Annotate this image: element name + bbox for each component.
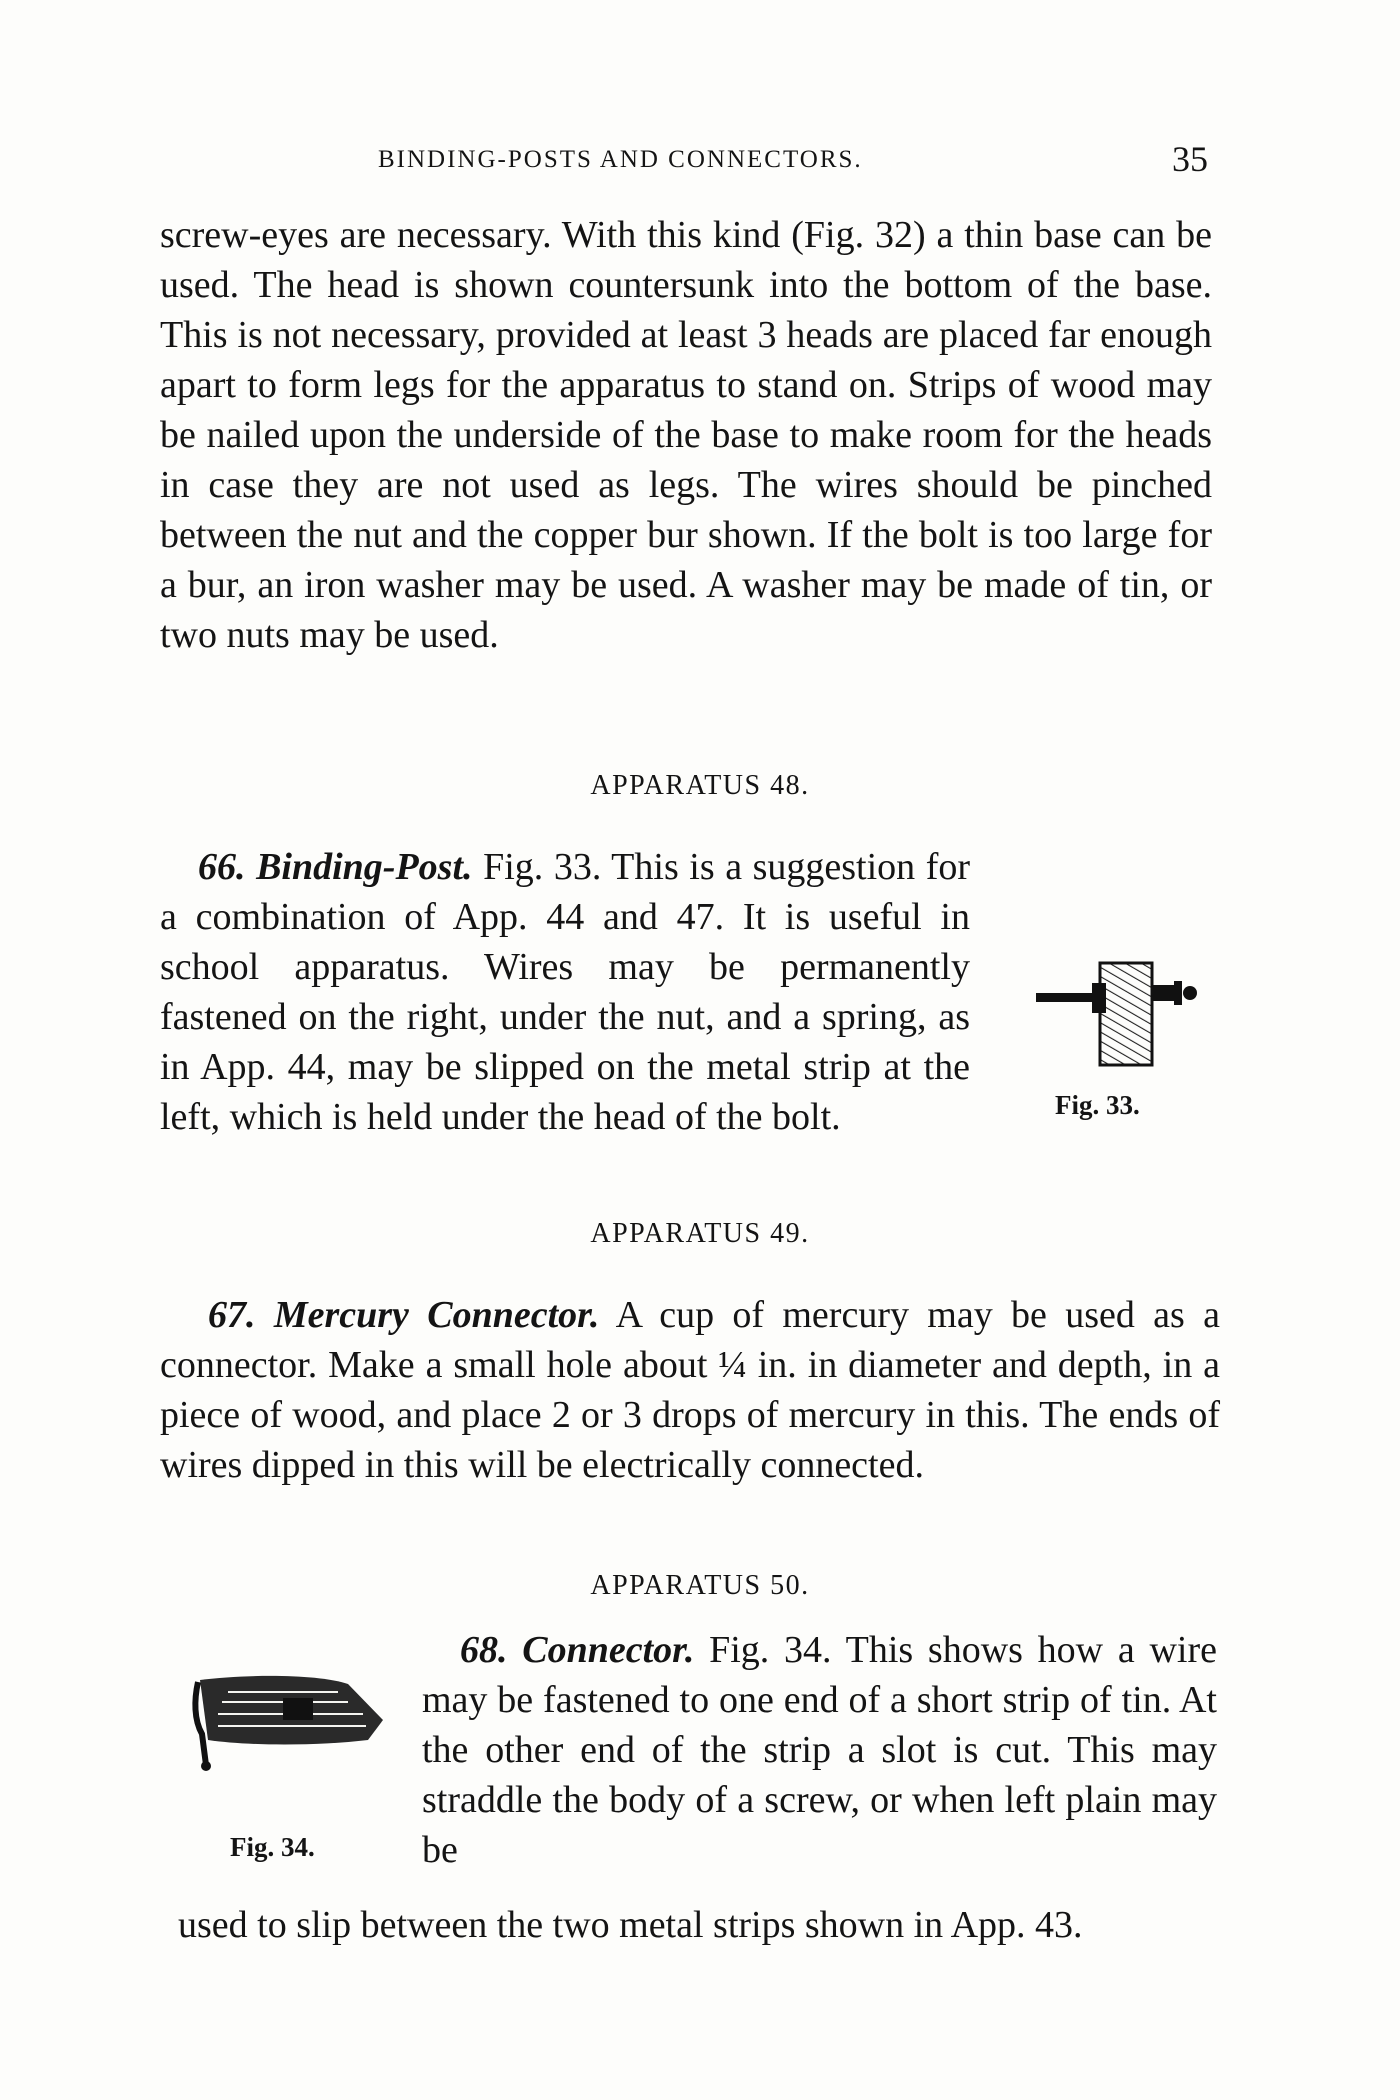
page-number: 35	[1172, 139, 1208, 179]
section-67-text	[160, 1290, 1220, 1490]
figure-34-connector	[188, 1670, 388, 1780]
section-68-text	[422, 1625, 1217, 1875]
paragraph-1	[160, 210, 1212, 660]
connector-illustration	[188, 1670, 388, 1780]
section-67-number: 67.	[208, 1294, 256, 1336]
section-66-text	[160, 842, 970, 1142]
running-head: BINDING-POSTS AND CONNECTORS.	[378, 146, 863, 173]
section-heading-apparatus-48: APPARATUS 48.	[590, 770, 810, 801]
section-heading-apparatus-50: APPARATUS 50.	[590, 1570, 810, 1601]
section-66-title: Binding-Post.	[256, 846, 473, 888]
section-66	[160, 842, 970, 1142]
section-68-number: 68.	[460, 1629, 508, 1671]
section-68	[422, 1625, 1217, 1875]
paragraph-1-text: screw-eyes are necessary. With this kind (Fig. 32) a thin base can be used. The head is shown countersunk into the bottom of the base. This is not necessary, provided at least 3 heads are placed far enough apart to form legs for the apparatus to stand on. Strips of wood may be nailed upon the underside of the base to make room for the heads in case they are not used as legs. The wires should be pinched between the nut and the copper bur shown. If the bolt is too large for a bur, an iron washer may be used. A washer may be made of tin, or two nuts may be used.	[160, 214, 1212, 656]
section-68-title: Connector.	[522, 1629, 695, 1671]
section-heading-apparatus-49: APPARATUS 49.	[590, 1218, 810, 1249]
section-66-number: 66.	[198, 846, 246, 888]
figure-34-caption: Fig. 34.	[230, 1832, 315, 1862]
page-header	[378, 138, 1208, 182]
section-67-title: Mercury Connector.	[273, 1294, 600, 1336]
binding-post-illustration	[1030, 955, 1210, 1070]
figure-33-binding-post	[1030, 955, 1210, 1070]
section-67	[160, 1290, 1220, 1490]
section-68-body: Fig. 34. This shows how a wire may be fastened to one end of a short strip of tin. At the other end of the strip a slot is cut. This may straddle the body of a screw, or when left plain may be	[422, 1629, 1217, 1871]
figure-33-caption: Fig. 33.	[1055, 1090, 1140, 1120]
section-67-body: A cup of mercury may be used as a connector. Make a small hole about ¼ in. in diameter and depth, in a piece of wood, and place 2 or 3 drops of mercury in this. The ends of wires dipped in this will be electrically connected.	[160, 1294, 1221, 1486]
section-68-last-line: used to slip between the two metal strips shown in App. 43.	[178, 1904, 1083, 1946]
section-66-body: Fig. 33. This is a suggestion for a combination of App. 44 and 47. It is useful in school apparatus. Wires may be permanently fastened on the right, under the nut, and a spring, as in App. 44, may be slipped on the metal strip at the left, which is held under the head of the bolt.	[160, 846, 971, 1138]
